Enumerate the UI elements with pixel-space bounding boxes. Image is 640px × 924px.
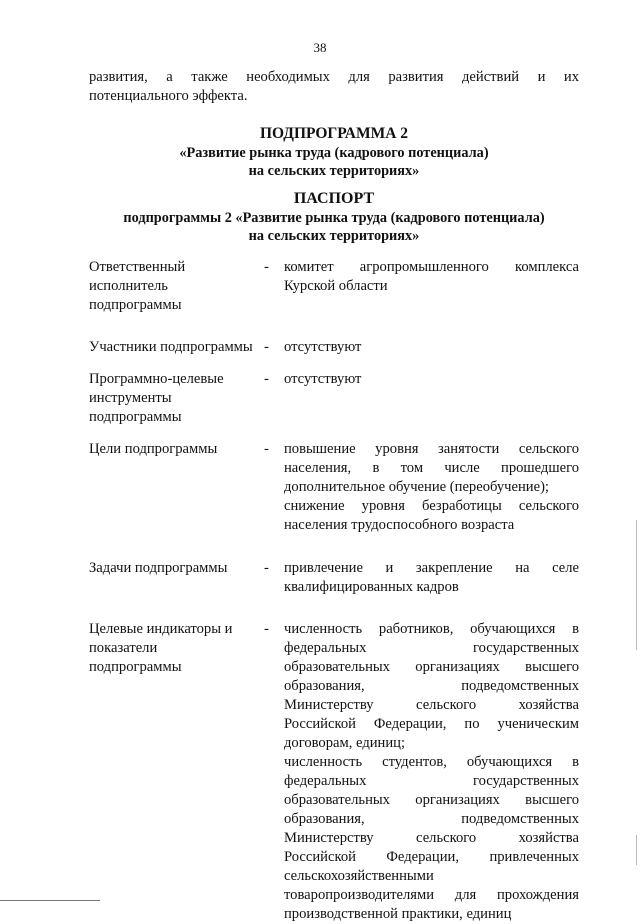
row-value-line: федеральных государственных	[284, 773, 579, 789]
row-label-line: исполнитель	[89, 278, 168, 294]
page-number: 38	[313, 40, 327, 55]
row-value-line: численность работников, обучающихся в	[284, 621, 579, 637]
passport-row-program-tools	[89, 370, 579, 427]
row-label-line: подпрограммы	[89, 659, 182, 675]
row-label-line: Участники подпрограммы	[89, 339, 253, 355]
row-value-line: привлечение и закрепление на селе	[284, 560, 579, 576]
row-value	[284, 559, 579, 597]
row-dash: -	[264, 560, 269, 576]
row-label	[89, 258, 264, 315]
row-value-line: образовательных организациях высшего	[284, 659, 579, 675]
row-value-line: повышение уровня занятости сельского	[284, 441, 579, 457]
row-value	[284, 370, 579, 427]
intro-line: развития, а также необходимых для развития действий и их	[89, 69, 579, 85]
row-value	[284, 258, 579, 315]
row-value-line: производственной практики, единиц	[284, 906, 512, 922]
row-label	[89, 440, 264, 535]
row-dash: -	[264, 371, 269, 387]
row-value-line: Российской Федерации, привлеченных	[284, 849, 579, 865]
row-label-line: Ответственный	[89, 259, 186, 275]
passport-heading	[89, 188, 579, 245]
row-label	[89, 338, 264, 357]
subprogram-heading	[89, 124, 579, 180]
row-value-line: квалифицированных кадров	[284, 579, 459, 595]
row-value-line: снижение уровня безработицы сельского	[284, 498, 579, 514]
intro-paragraph	[89, 68, 579, 106]
row-value	[284, 440, 579, 535]
row-value-line: Министерству сельского хозяйства	[284, 697, 579, 713]
row-dash: -	[264, 259, 269, 275]
passport-row-tasks	[89, 559, 579, 597]
page-bottom-rule	[0, 900, 100, 901]
row-value-line: образовательных организациях высшего	[284, 792, 579, 808]
row-value-line: населения трудоспособного возраста	[284, 517, 515, 533]
scan-edge-mark	[636, 520, 637, 650]
row-dash: -	[264, 621, 269, 637]
passport-title: ПАСПОРТ	[293, 190, 375, 207]
row-value-line: отсутствуют	[284, 371, 362, 387]
subprogram-name-line: на сельских территориях»	[248, 163, 420, 179]
row-label-line: Цели подпрограммы	[89, 441, 218, 457]
row-label-line: показатели	[89, 640, 158, 656]
row-value-line: численность студентов, обучающихся в	[284, 754, 579, 770]
row-value-line: федеральных государственных	[284, 640, 579, 656]
row-label	[89, 370, 264, 427]
row-value-line: Российской Федерации, по ученическим	[284, 716, 579, 732]
row-label	[89, 559, 264, 597]
row-label-line: Программно-целевые	[89, 371, 224, 387]
passport-subtitle-line: на сельских территориях»	[248, 228, 420, 244]
row-value-line: образования, подведомственных	[284, 678, 579, 694]
row-value	[284, 338, 579, 357]
row-value-line: товаропроизводителями для прохождения	[284, 887, 579, 903]
row-value-line: Курской области	[284, 278, 388, 294]
subprogram-title: ПОДПРОГРАММА 2	[259, 125, 409, 142]
row-value-line: дополнительное обучение (переобучение);	[284, 479, 549, 495]
row-label-line: подпрограммы	[89, 297, 182, 313]
row-value-line: комитет агропромышленного комплекса	[284, 259, 579, 275]
scan-edge-mark	[636, 835, 637, 865]
row-label	[89, 620, 264, 924]
passport-subtitle-line: подпрограммы 2 «Развитие рынка труда (кадрового потенциала)	[123, 210, 545, 226]
passport-row-target-indicators	[89, 620, 579, 924]
passport-table	[89, 258, 579, 924]
row-value-line: Министерству сельского хозяйства	[284, 830, 579, 846]
intro-line: потенциального эффекта.	[89, 88, 248, 104]
passport-row-responsible-executor	[89, 258, 579, 315]
row-label-line: инструменты	[89, 390, 172, 406]
subprogram-name-line: «Развитие рынка труда (кадрового потенциала)	[179, 145, 489, 161]
passport-row-goals	[89, 440, 579, 535]
row-value	[284, 620, 579, 924]
row-value-line: образования, подведомственных	[284, 811, 579, 827]
row-label-line: подпрограммы	[89, 409, 182, 425]
row-dash: -	[264, 339, 269, 355]
row-dash: -	[264, 441, 269, 457]
passport-row-participants	[89, 338, 579, 357]
row-label-line: Целевые индикаторы и	[89, 621, 233, 637]
row-value-line: населения, в том числе прошедшего	[284, 460, 579, 476]
row-label-line: Задачи подпрограммы	[89, 560, 228, 576]
row-value-line: договорам, единиц;	[284, 735, 406, 751]
row-value-line: отсутствуют	[284, 339, 362, 355]
row-value-line: сельскохозяйственными	[284, 868, 434, 884]
